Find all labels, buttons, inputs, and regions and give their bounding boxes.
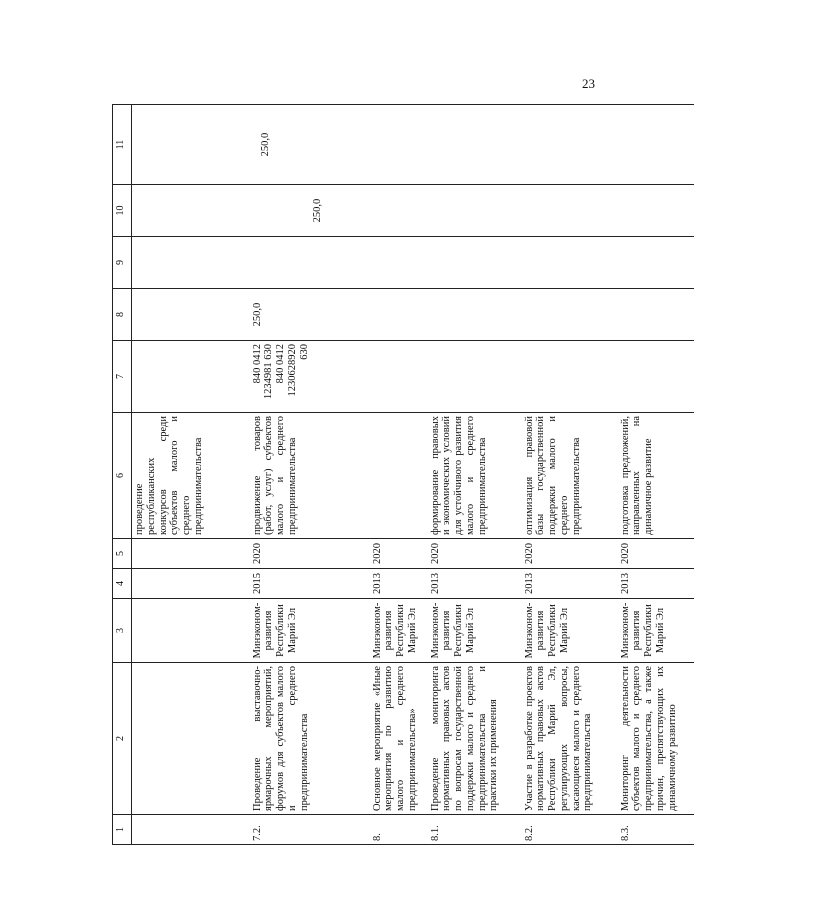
expected-result	[370, 413, 428, 539]
header-cell: 8	[113, 289, 132, 341]
value-col-10: 250,0	[250, 185, 370, 237]
executor: Минэконом-развития Республики Марий Эл	[370, 599, 428, 663]
value-col-9	[250, 237, 370, 289]
row-number: 8.1.	[428, 815, 522, 845]
end-year: 2020	[370, 539, 428, 569]
value-col-11: 250,0	[250, 105, 370, 185]
activity-name: Участие в разработке проектов нормативных правовых актов Республики Марий Эл, регулирующих вопросы, касающиеся малого и среднего предпринимательства	[522, 663, 618, 815]
end-year: 2020	[428, 539, 522, 569]
row-number: 7.2.	[250, 815, 370, 845]
executor: Минэконом-развития Республики Марий Эл	[618, 599, 694, 663]
header-cell: 3	[113, 599, 132, 663]
value-col-8	[522, 289, 618, 341]
row-number: 8.3.	[618, 815, 694, 845]
value-col-11	[428, 105, 522, 185]
value-col-10	[370, 185, 428, 237]
value-col-11	[618, 105, 694, 185]
header-cell: 1	[113, 815, 132, 845]
table-row	[522, 105, 618, 845]
end-year: 2020	[618, 539, 694, 569]
value-col-8	[618, 289, 694, 341]
start-year: 2013	[618, 569, 694, 599]
value-col-8	[428, 289, 522, 341]
activity-name	[132, 663, 250, 815]
budget-code	[132, 341, 250, 413]
header-cell: 9	[113, 237, 132, 289]
row-number	[132, 815, 250, 845]
end-year: 2020	[250, 539, 370, 569]
executor	[132, 599, 250, 663]
table-row	[618, 105, 694, 845]
header-cell: 6	[113, 413, 132, 539]
table-row	[370, 105, 428, 845]
rotated-table-sheet	[112, 105, 832, 845]
executor: Минэконом-развития Республики Марий Эл	[522, 599, 618, 663]
value-col-10	[132, 185, 250, 237]
expected-result: проведение республиканских конкурсов среди субъектов малого и среднего предпринимательства	[132, 413, 250, 539]
start-year: 2013	[522, 569, 618, 599]
table-row	[132, 105, 250, 845]
table-row	[250, 105, 370, 845]
budget-code	[618, 341, 694, 413]
value-col-11	[522, 105, 618, 185]
row-number: 8.2.	[522, 815, 618, 845]
value-col-11	[370, 105, 428, 185]
expected-result: формирование правовых и экономических условий для устойчивого развития малого и среднего предпринимательства	[428, 413, 522, 539]
start-year: 2013	[428, 569, 522, 599]
budget-code	[370, 341, 428, 413]
row-number: 8.	[370, 815, 428, 845]
value-col-9	[428, 237, 522, 289]
activity-name: Проведение выставочно-ярмарочных мероприятий, форумов для субъектов малого и среднего предпринимательства	[250, 663, 370, 815]
activity-name: Основное мероприятие «Иные мероприятия по развитию малого и среднего предпринимательства»	[370, 663, 428, 815]
expected-result: оптимизация правовой базы государственной поддержки малого и среднего предпринимательства	[522, 413, 618, 539]
executor: Минэконом-развития Республики Марий Эл	[250, 599, 370, 663]
expected-result: подготовка предложений, направленных на динамичное развитие	[618, 413, 694, 539]
header-cell: 4	[113, 569, 132, 599]
header-cell: 5	[113, 539, 132, 569]
value-col-8	[370, 289, 428, 341]
start-year	[132, 569, 250, 599]
value-col-9	[522, 237, 618, 289]
value-col-10	[618, 185, 694, 237]
header-cell: 7	[113, 341, 132, 413]
header-cell: 2	[113, 663, 132, 815]
table-row	[428, 105, 522, 845]
activity-name: Мониторинг деятельности субъектов малого и среднего предпринимательства, а также причин, препятствующих их динамичному развитию	[618, 663, 694, 815]
value-col-11	[132, 105, 250, 185]
budget-code: 840 0412 1234981 630 840 0412 1230628920 630	[250, 341, 370, 413]
value-col-9	[370, 237, 428, 289]
value-col-8: 250,0	[250, 289, 370, 341]
value-col-9	[132, 237, 250, 289]
header-cell: 11	[113, 105, 132, 185]
value-col-9	[618, 237, 694, 289]
start-year: 2015	[250, 569, 370, 599]
table-header-row	[113, 105, 132, 845]
value-col-10	[428, 185, 522, 237]
program-activities-table	[112, 104, 694, 845]
activity-name: Проведение мониторинга нормативных правовых актов по вопросам государственной поддержки малого и среднего предпринимательства и практики их применения	[428, 663, 522, 815]
value-col-8	[132, 289, 250, 341]
start-year: 2013	[370, 569, 428, 599]
budget-code	[522, 341, 618, 413]
value-col-10	[522, 185, 618, 237]
expected-result: продвижение товаров (работ, услуг) субъектов малого и среднего предпринимательства	[250, 413, 370, 539]
header-cell: 10	[113, 185, 132, 237]
budget-code	[428, 341, 522, 413]
page-number: 23	[582, 76, 595, 91]
end-year	[132, 539, 250, 569]
end-year: 2020	[522, 539, 618, 569]
executor: Минэконом-развития Республики Марий Эл	[428, 599, 522, 663]
